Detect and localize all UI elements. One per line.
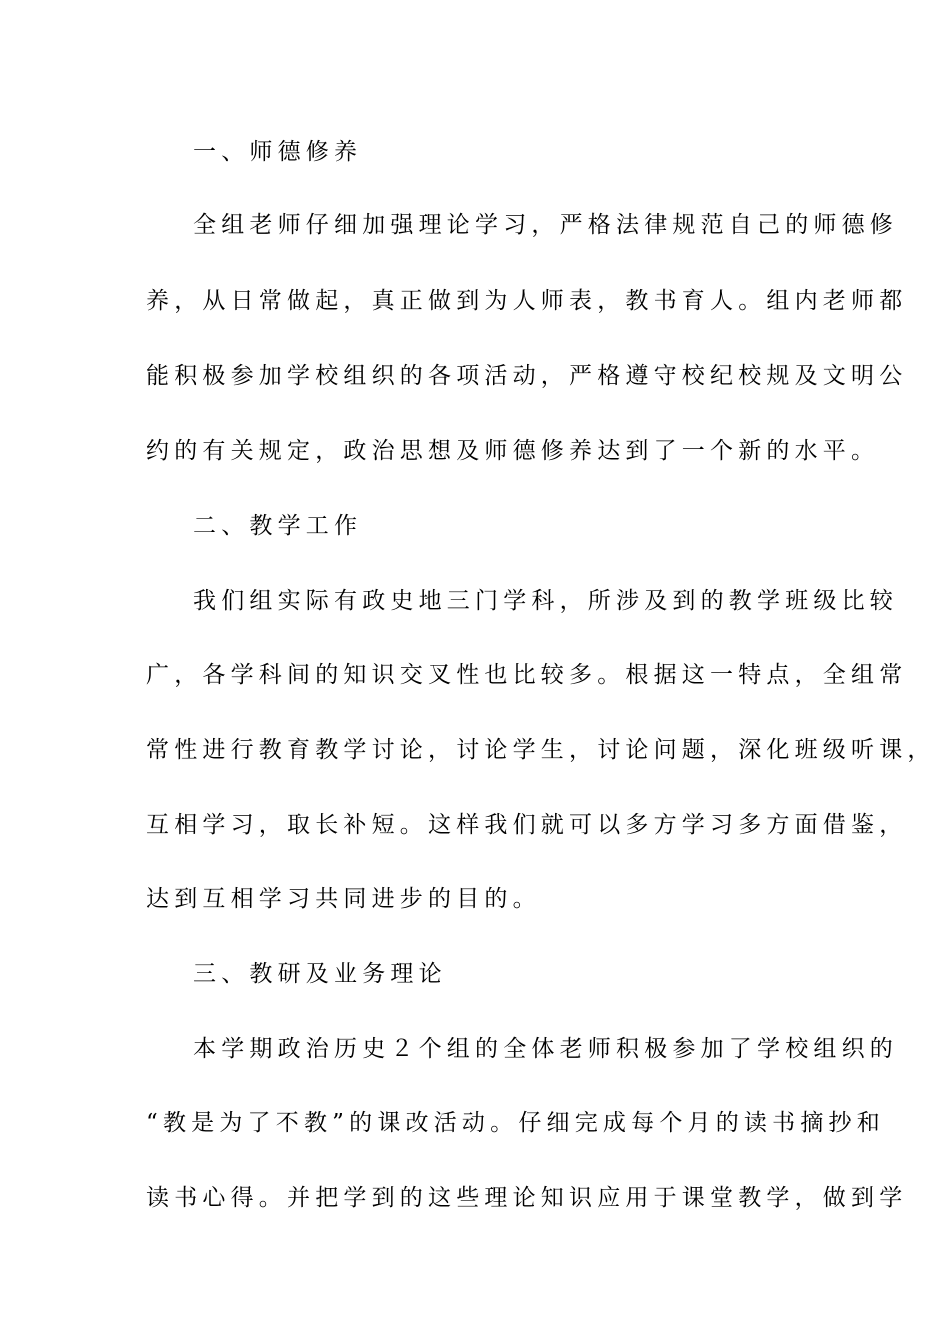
paragraph-line: 本学期政治历史２个组的全体老师积极参加了学校组织的 <box>193 1036 898 1062</box>
paragraph-line: 养，从日常做起，真正做到为人师表，教书育人。组内老师都 <box>146 288 908 314</box>
section-heading: 一、师德修养 <box>193 139 363 165</box>
paragraph-line: 常性进行教育教学讨论，讨论学生，讨论问题，深化班级听课， <box>146 737 936 763</box>
paragraph-line: 我们组实际有政史地三门学科，所涉及到的教学班级比较 <box>193 588 898 614</box>
paragraph-line: 能积极参加学校组织的各项活动，严格遵守校纪校规及文明公 <box>146 363 908 389</box>
paragraph-line: 全组老师仔细加强理论学习，严格法律规范自己的师德修 <box>193 212 898 238</box>
section-heading: 三、教研及业务理论 <box>193 961 447 987</box>
paragraph-line: 互相学习，取长补短。这样我们就可以多方学习多方面借鉴， <box>146 812 908 838</box>
section-heading: 二、教学工作 <box>193 513 363 539</box>
paragraph-line: “教是为了不教”的课改活动。仔细完成每个月的读书摘抄和 <box>146 1110 885 1136</box>
paragraph-line: 读书心得。并把学到的这些理论知识应用于课堂教学，做到学 <box>146 1185 908 1211</box>
paragraph-line: 达到互相学习共同进步的目的。 <box>146 886 541 912</box>
paragraph-line: 广，各学科间的知识交叉性也比较多。根据这一特点，全组常 <box>146 662 908 688</box>
paragraph-line: 约的有关规定，政治思想及师德修养达到了一个新的水平。 <box>146 438 880 464</box>
